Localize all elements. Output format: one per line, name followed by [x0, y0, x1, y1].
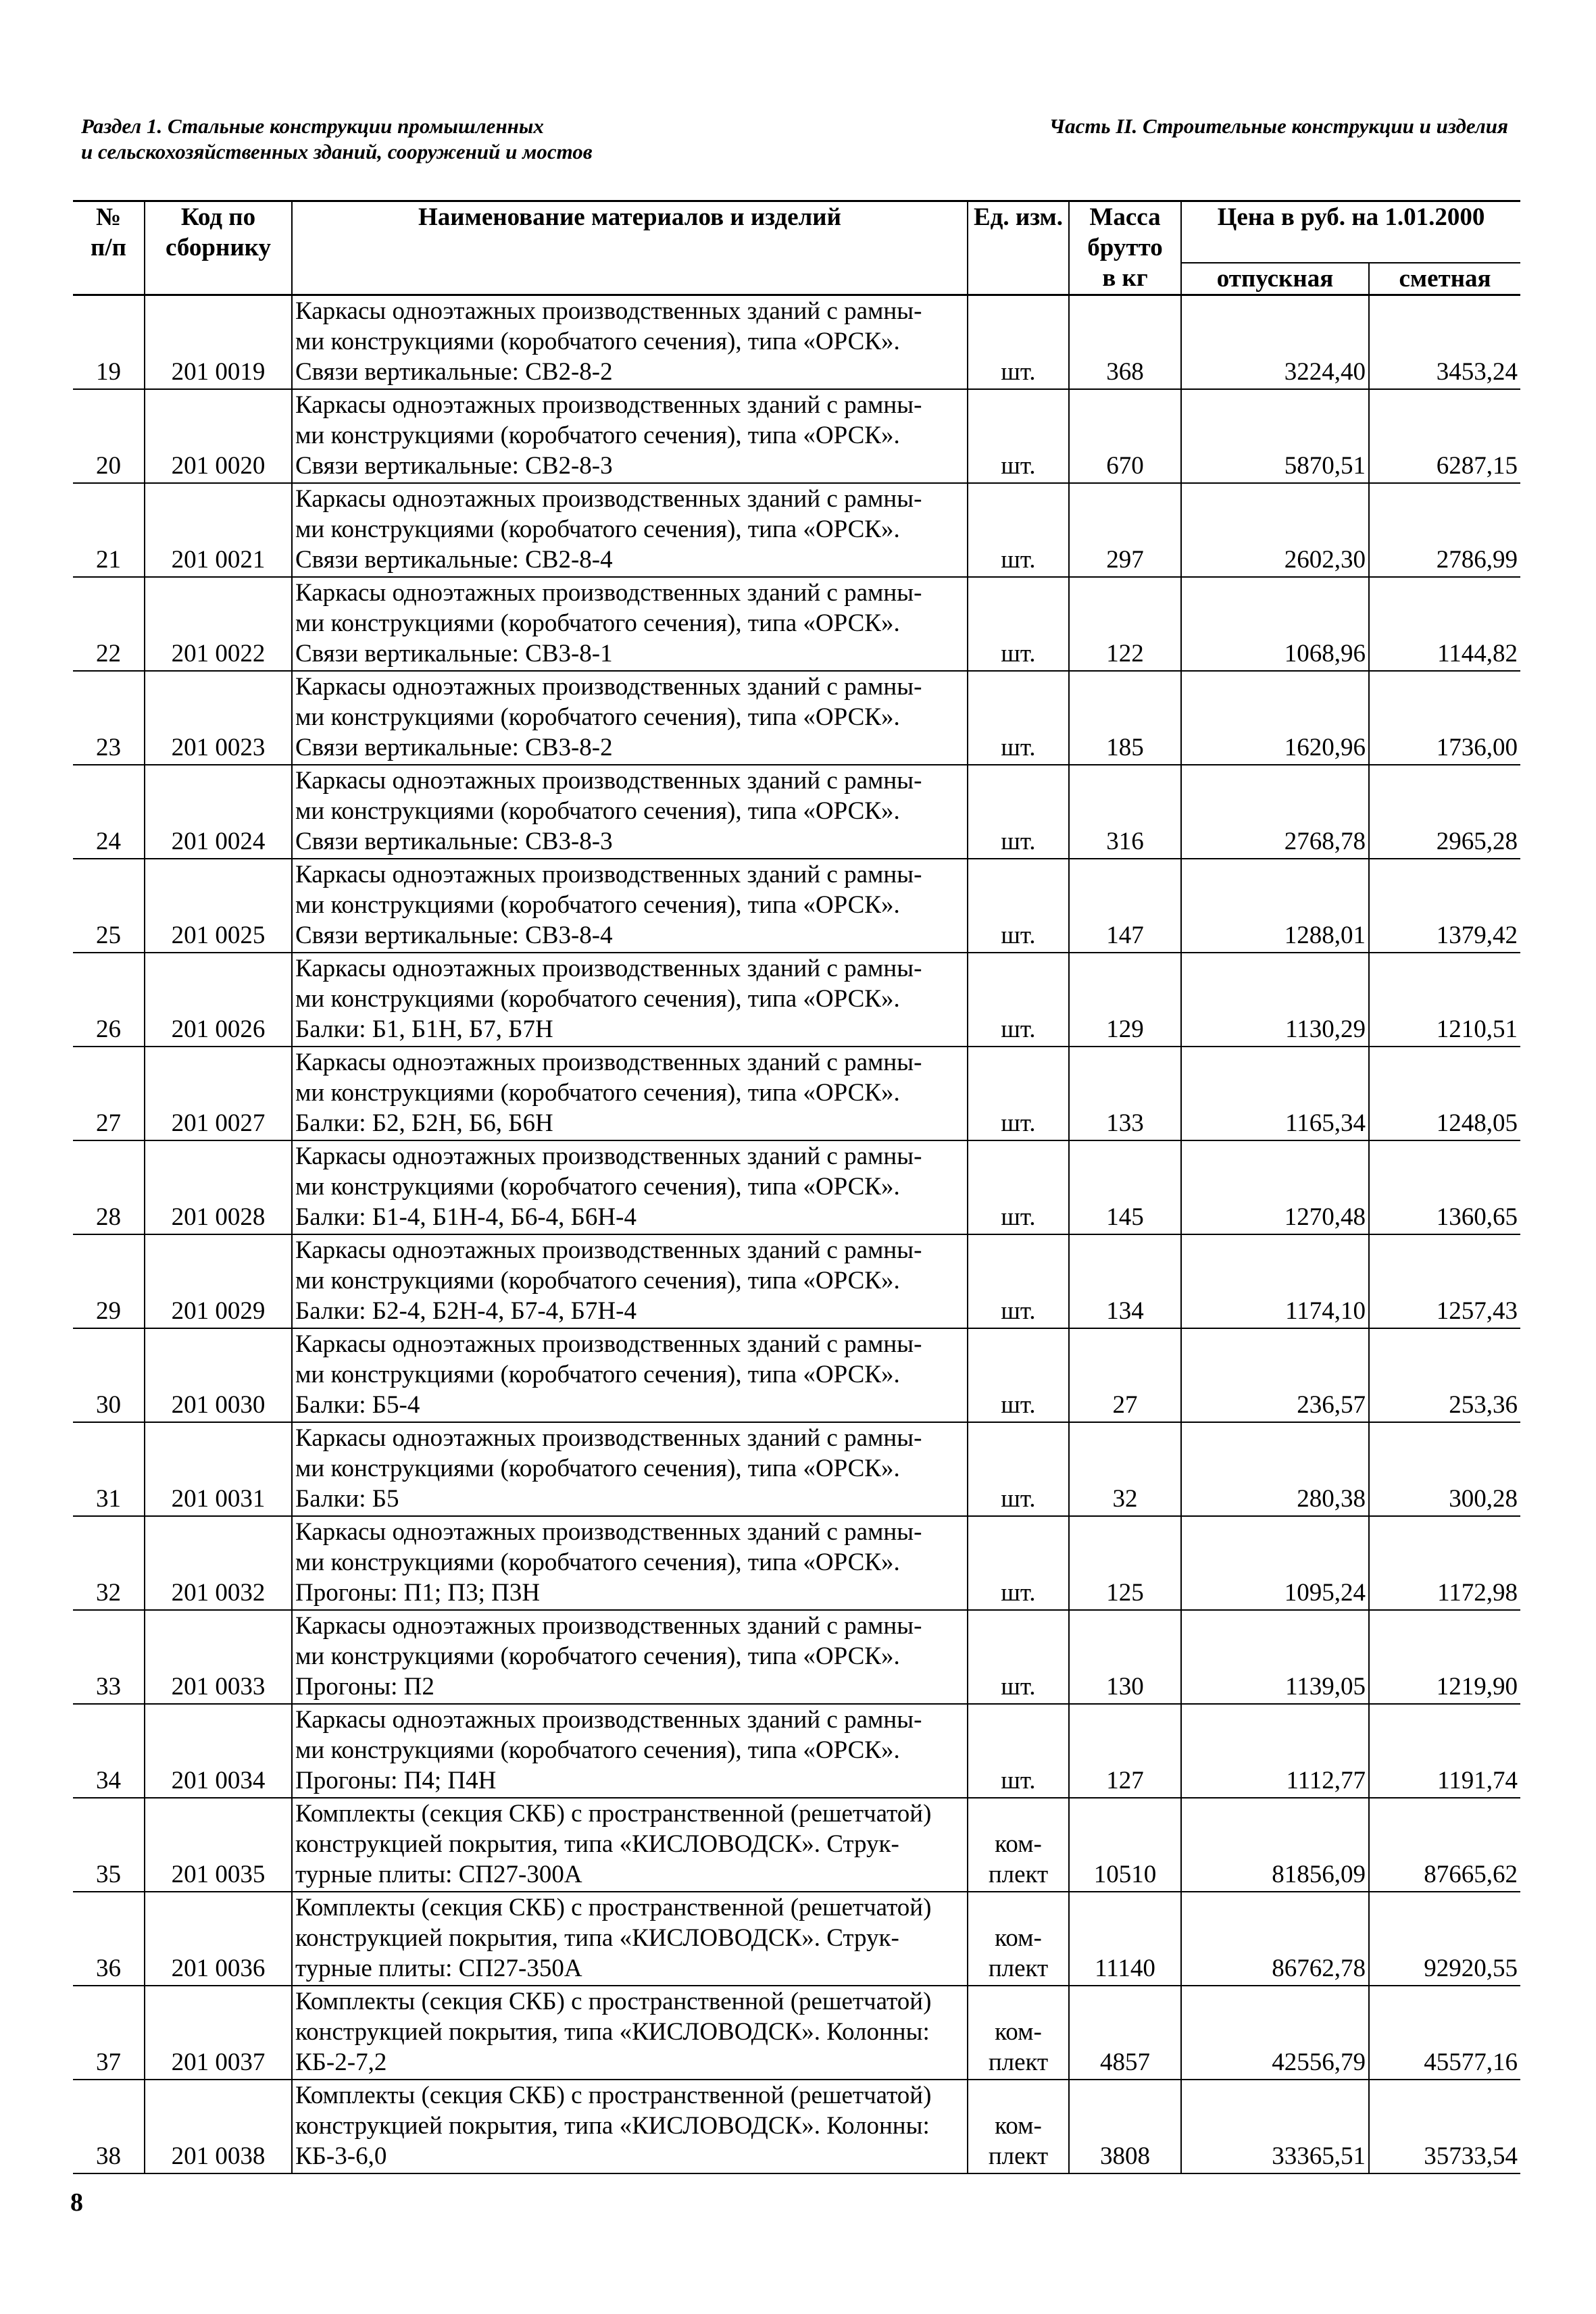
cell-name-line: Каркасы одноэтажных производственных зданий с рамны-: [295, 579, 922, 607]
cell-name-line: ми конструкциями (коробчатого сечения), типа «ОРСК».: [295, 609, 900, 637]
cell-name-line: конструкцией покрытия, типа «КИСЛОВОДСК». Струк-: [295, 1830, 899, 1858]
cell-name-line: Каркасы одноэтажных производственных зданий с рамны-: [295, 673, 922, 701]
table-row: [73, 1234, 1520, 1328]
cell-unit: [968, 483, 1069, 577]
cell-price-estimate: 1210,51: [1369, 953, 1520, 1047]
cell-code: 201 0025: [145, 859, 292, 953]
cell-price-estimate: 6287,15: [1369, 389, 1520, 483]
cell-unit-line: шт.: [1001, 1767, 1036, 1794]
price-table-header: [73, 201, 1520, 295]
cell-price-release: 2768,78: [1181, 765, 1369, 859]
cell-name-line: Балки: Б2-4, Б2Н-4, Б7-4, Б7Н-4: [295, 1297, 637, 1325]
cell-name: [292, 1422, 968, 1516]
cell-number: 38: [73, 2080, 145, 2173]
cell-name-line: Каркасы одноэтажных производственных зданий с рамны-: [295, 391, 922, 419]
cell-price-estimate: 253,36: [1369, 1328, 1520, 1422]
cell-unit-line: плект: [988, 1861, 1049, 1888]
cell-number: 31: [73, 1422, 145, 1516]
cell-price-release: 1174,10: [1181, 1234, 1369, 1328]
column-header-unit-cont: [968, 263, 1069, 295]
cell-name-line: ми конструкциями (коробчатого сечения), типа «ОРСК».: [295, 703, 900, 731]
cell-name-line: Каркасы одноэтажных производственных зданий с рамны-: [295, 297, 922, 325]
cell-number: 35: [73, 1798, 145, 1892]
cell-name: [292, 859, 968, 953]
cell-price-estimate: 1257,43: [1369, 1234, 1520, 1328]
cell-number: 20: [73, 389, 145, 483]
cell-name-line: Связи вертикальные: СВ3-8-4: [295, 922, 613, 949]
cell-unit-line: шт.: [1001, 828, 1036, 855]
table-row: [73, 1892, 1520, 1986]
cell-unit-line: шт.: [1001, 1579, 1036, 1607]
cell-mass: 316: [1069, 765, 1181, 859]
cell-code: 201 0027: [145, 1047, 292, 1140]
table-row: [73, 1986, 1520, 2080]
table-row: [73, 577, 1520, 671]
cell-code: 201 0022: [145, 577, 292, 671]
table-row: [73, 2080, 1520, 2173]
cell-mass: 3808: [1069, 2080, 1181, 2173]
cell-name-line: Каркасы одноэтажных производственных зданий с рамны-: [295, 767, 922, 795]
cell-name-line: ми конструкциями (коробчатого сечения), типа «ОРСК».: [295, 1642, 900, 1670]
cell-unit-line: ком-: [995, 1924, 1042, 1952]
cell-price-release: 1288,01: [1181, 859, 1369, 953]
cell-unit: [968, 1140, 1069, 1234]
cell-unit: [968, 1047, 1069, 1140]
cell-name-line: турные плиты: СП27-300А: [295, 1861, 582, 1888]
cell-mass: 10510: [1069, 1798, 1181, 1892]
cell-name-line: конструкцией покрытия, типа «КИСЛОВОДСК». Струк-: [295, 1924, 899, 1952]
running-header-part: Часть II. Строительные конструкции и изделия: [1049, 114, 1508, 138]
cell-name-line: Связи вертикальные: СВ2-8-4: [295, 546, 613, 574]
table-row: [73, 1422, 1520, 1516]
cell-unit-line: шт.: [1001, 452, 1036, 480]
cell-price-estimate: 1144,82: [1369, 577, 1520, 671]
cell-number: 19: [73, 295, 145, 390]
cell-mass: 4857: [1069, 1986, 1181, 2080]
cell-name-line: Каркасы одноэтажных производственных зданий с рамны-: [295, 1612, 922, 1640]
cell-unit-line: шт.: [1001, 1297, 1036, 1325]
cell-price-estimate: 1172,98: [1369, 1516, 1520, 1610]
table-row: [73, 1328, 1520, 1422]
cell-mass: 122: [1069, 577, 1181, 671]
cell-name-line: ми конструкциями (коробчатого сечения), типа «ОРСК».: [295, 1173, 900, 1201]
cell-unit: [968, 1422, 1069, 1516]
cell-number: 29: [73, 1234, 145, 1328]
table-row: [73, 1140, 1520, 1234]
cell-number: 26: [73, 953, 145, 1047]
cell-unit: [968, 1704, 1069, 1798]
cell-price-release: 81856,09: [1181, 1798, 1369, 1892]
column-header-price-group: Цена в руб. на 1.01.2000: [1181, 201, 1520, 263]
cell-price-estimate: 1736,00: [1369, 671, 1520, 765]
cell-name-line: Каркасы одноэтажных производственных зданий с рамны-: [295, 1330, 922, 1358]
cell-number: 36: [73, 1892, 145, 1986]
cell-name: [292, 671, 968, 765]
cell-name-line: ми конструкциями (коробчатого сечения), типа «ОРСК».: [295, 1361, 900, 1388]
column-header-unit: Ед. изм.: [968, 201, 1069, 263]
cell-unit: [968, 859, 1069, 953]
cell-price-release: 280,38: [1181, 1422, 1369, 1516]
column-header-code: Код по сборнику: [145, 201, 292, 263]
cell-name-line: Каркасы одноэтажных производственных зданий с рамны-: [295, 1706, 922, 1734]
cell-price-estimate: 2786,99: [1369, 483, 1520, 577]
cell-price-release: 2602,30: [1181, 483, 1369, 577]
cell-name-line: Связи вертикальные: СВ2-8-3: [295, 452, 613, 480]
cell-name: [292, 765, 968, 859]
cell-name-line: ми конструкциями (коробчатого сечения), типа «ОРСК».: [295, 422, 900, 449]
cell-name-line: Каркасы одноэтажных производственных зданий с рамны-: [295, 1424, 922, 1452]
cell-number: 23: [73, 671, 145, 765]
cell-price-release: 1095,24: [1181, 1516, 1369, 1610]
cell-unit-line: шт.: [1001, 1391, 1036, 1419]
cell-number: 21: [73, 483, 145, 577]
cell-name-line: Каркасы одноэтажных производственных зданий с рамны-: [295, 1142, 922, 1170]
cell-unit: [968, 953, 1069, 1047]
cell-name: [292, 2080, 968, 2173]
cell-mass: 368: [1069, 295, 1181, 390]
table-row: [73, 1047, 1520, 1140]
cell-code: 201 0023: [145, 671, 292, 765]
table-row: [73, 483, 1520, 577]
cell-mass: 11140: [1069, 1892, 1181, 1986]
cell-price-release: 1068,96: [1181, 577, 1369, 671]
table-row: [73, 859, 1520, 953]
cell-price-estimate: 1191,74: [1369, 1704, 1520, 1798]
cell-price-estimate: 87665,62: [1369, 1798, 1520, 1892]
cell-name-line: Связи вертикальные: СВ3-8-3: [295, 828, 613, 855]
cell-name: [292, 953, 968, 1047]
cell-price-release: 42556,79: [1181, 1986, 1369, 2080]
cell-name-line: Комплекты (секция СКБ) с пространственной (решетчатой): [295, 1800, 932, 1828]
cell-price-release: 1130,29: [1181, 953, 1369, 1047]
cell-number: 22: [73, 577, 145, 671]
cell-price-release: 1270,48: [1181, 1140, 1369, 1234]
column-header-code-cont: [145, 263, 292, 295]
cell-name: [292, 1140, 968, 1234]
cell-mass: 134: [1069, 1234, 1181, 1328]
column-header-price-estimate: сметная: [1369, 263, 1520, 295]
cell-unit: [968, 765, 1069, 859]
cell-name-line: Связи вертикальные: СВ3-8-1: [295, 640, 613, 668]
cell-mass: 185: [1069, 671, 1181, 765]
cell-code: 201 0029: [145, 1234, 292, 1328]
cell-price-release: 1165,34: [1181, 1047, 1369, 1140]
cell-mass: 127: [1069, 1704, 1181, 1798]
cell-code: 201 0026: [145, 953, 292, 1047]
cell-price-release: 3224,40: [1181, 295, 1369, 390]
table-row: [73, 1798, 1520, 1892]
cell-price-estimate: 1219,90: [1369, 1610, 1520, 1704]
cell-name-line: Связи вертикальные: СВ2-8-2: [295, 358, 613, 386]
cell-unit-line: шт.: [1001, 1015, 1036, 1043]
cell-unit: [968, 671, 1069, 765]
cell-name: [292, 1798, 968, 1892]
cell-unit: [968, 2080, 1069, 2173]
cell-code: 201 0032: [145, 1516, 292, 1610]
cell-unit-line: шт.: [1001, 1203, 1036, 1231]
cell-code: 201 0037: [145, 1986, 292, 2080]
cell-code: 201 0038: [145, 2080, 292, 2173]
cell-name-line: ми конструкциями (коробчатого сечения), типа «ОРСК».: [295, 1736, 900, 1764]
cell-mass: 125: [1069, 1516, 1181, 1610]
cell-name-line: ми конструкциями (коробчатого сечения), типа «ОРСК».: [295, 1267, 900, 1294]
cell-price-release: 1112,77: [1181, 1704, 1369, 1798]
cell-unit-line: шт.: [1001, 734, 1036, 761]
cell-unit: [968, 1328, 1069, 1422]
cell-unit-line: шт.: [1001, 358, 1036, 386]
cell-name: [292, 1704, 968, 1798]
column-header-mass: Масса брутто: [1069, 201, 1181, 263]
cell-mass: 145: [1069, 1140, 1181, 1234]
cell-unit-line: ком-: [995, 1830, 1042, 1858]
cell-mass: 133: [1069, 1047, 1181, 1140]
cell-name-line: конструкцией покрытия, типа «КИСЛОВОДСК». Колонны:: [295, 2018, 930, 2046]
cell-name-line: Комплекты (секция СКБ) с пространственной (решетчатой): [295, 1894, 932, 1921]
cell-name-line: ми конструкциями (коробчатого сечения), типа «ОРСК».: [295, 985, 900, 1013]
cell-unit-line: шт.: [1001, 1109, 1036, 1137]
cell-name-line: Балки: Б2, Б2Н, Б6, Б6Н: [295, 1109, 553, 1137]
cell-number: 30: [73, 1328, 145, 1422]
cell-unit-line: шт.: [1001, 1485, 1036, 1513]
cell-name-line: Балки: Б5: [295, 1485, 399, 1513]
cell-name-line: ми конструкциями (коробчатого сечения), типа «ОРСК».: [295, 891, 900, 919]
table-row: [73, 389, 1520, 483]
column-header-price-release: отпускная: [1181, 263, 1369, 295]
cell-name-line: Прогоны: П4; П4Н: [295, 1767, 497, 1794]
cell-mass: 129: [1069, 953, 1181, 1047]
cell-name-line: ми конструкциями (коробчатого сечения), типа «ОРСК».: [295, 515, 900, 543]
cell-mass: 670: [1069, 389, 1181, 483]
cell-name-line: Каркасы одноэтажных производственных зданий с рамны-: [295, 1236, 922, 1264]
cell-name-line: Каркасы одноэтажных производственных зданий с рамны-: [295, 485, 922, 513]
cell-number: 37: [73, 1986, 145, 2080]
cell-price-release: 86762,78: [1181, 1892, 1369, 1986]
running-header-section-line1: Раздел 1. Стальные конструкции промышленных: [81, 114, 544, 138]
cell-code: 201 0033: [145, 1610, 292, 1704]
cell-name-line: Балки: Б5-4: [295, 1391, 420, 1419]
cell-price-release: 236,57: [1181, 1328, 1369, 1422]
cell-price-estimate: 1248,05: [1369, 1047, 1520, 1140]
cell-price-estimate: 3453,24: [1369, 295, 1520, 390]
cell-price-release: 5870,51: [1181, 389, 1369, 483]
cell-unit-line: ком-: [995, 2112, 1042, 2140]
cell-name-line: КБ-3-6,0: [295, 2142, 387, 2170]
cell-unit-line: плект: [988, 2048, 1049, 2076]
cell-unit: [968, 295, 1069, 390]
cell-name: [292, 1892, 968, 1986]
cell-unit-line: ком-: [995, 2018, 1042, 2046]
cell-number: 27: [73, 1047, 145, 1140]
cell-unit: [968, 1516, 1069, 1610]
cell-name-line: Прогоны: П1; П3; П3Н: [295, 1579, 541, 1607]
cell-name: [292, 483, 968, 577]
cell-name: [292, 577, 968, 671]
cell-name-line: ми конструкциями (коробчатого сечения), типа «ОРСК».: [295, 797, 900, 825]
cell-price-release: 33365,51: [1181, 2080, 1369, 2173]
cell-name-line: ми конструкциями (коробчатого сечения), типа «ОРСК».: [295, 1079, 900, 1107]
price-table-body: [73, 295, 1520, 2174]
cell-mass: 27: [1069, 1328, 1181, 1422]
cell-price-estimate: 92920,55: [1369, 1892, 1520, 1986]
cell-name-line: Комплекты (секция СКБ) с пространственной (решетчатой): [295, 2082, 932, 2109]
table-row: [73, 1610, 1520, 1704]
cell-name-line: Каркасы одноэтажных производственных зданий с рамны-: [295, 861, 922, 888]
cell-price-estimate: 45577,16: [1369, 1986, 1520, 2080]
cell-price-estimate: 1379,42: [1369, 859, 1520, 953]
cell-code: 201 0019: [145, 295, 292, 390]
running-header-section-line2: и сельскохозяйственных зданий, сооружений и мостов: [81, 140, 593, 164]
cell-name-line: Прогоны: П2: [295, 1673, 434, 1701]
cell-name-line: Каркасы одноэтажных производственных зданий с рамны-: [295, 1518, 922, 1546]
table-row: [73, 1704, 1520, 1798]
cell-mass: 130: [1069, 1610, 1181, 1704]
cell-name: [292, 295, 968, 390]
cell-price-estimate: 1360,65: [1369, 1140, 1520, 1234]
cell-price-release: 1620,96: [1181, 671, 1369, 765]
table-row: [73, 295, 1520, 390]
cell-price-release: 1139,05: [1181, 1610, 1369, 1704]
cell-code: 201 0035: [145, 1798, 292, 1892]
cell-name-line: ми конструкциями (коробчатого сечения), типа «ОРСК».: [295, 328, 900, 355]
cell-name-line: конструкцией покрытия, типа «КИСЛОВОДСК». Колонны:: [295, 2112, 930, 2140]
table-row: [73, 1516, 1520, 1610]
cell-price-estimate: 300,28: [1369, 1422, 1520, 1516]
cell-unit-line: шт.: [1001, 546, 1036, 574]
cell-code: 201 0031: [145, 1422, 292, 1516]
cell-name: [292, 1047, 968, 1140]
cell-unit-line: шт.: [1001, 640, 1036, 668]
column-header-mass-unit: в кг: [1069, 263, 1181, 295]
page-number: 8: [70, 2188, 83, 2217]
cell-number: 32: [73, 1516, 145, 1610]
table-row: [73, 671, 1520, 765]
cell-name-line: ми конструкциями (коробчатого сечения), типа «ОРСК».: [295, 1455, 900, 1482]
cell-unit-line: шт.: [1001, 1673, 1036, 1701]
cell-mass: 147: [1069, 859, 1181, 953]
cell-price-estimate: 2965,28: [1369, 765, 1520, 859]
cell-name: [292, 1610, 968, 1704]
cell-unit: [968, 1986, 1069, 2080]
column-header-number: № п/п: [73, 201, 145, 263]
cell-name-line: Связи вертикальные: СВ3-8-2: [295, 734, 613, 761]
cell-name-line: Комплекты (секция СКБ) с пространственной (решетчатой): [295, 1988, 932, 2015]
cell-name-line: Балки: Б1, Б1Н, Б7, Б7Н: [295, 1015, 553, 1043]
cell-name-line: ми конструкциями (коробчатого сечения), типа «ОРСК».: [295, 1549, 900, 1576]
cell-unit: [968, 389, 1069, 483]
cell-number: 33: [73, 1610, 145, 1704]
cell-number: 28: [73, 1140, 145, 1234]
cell-number: 25: [73, 859, 145, 953]
cell-unit-line: плект: [988, 1955, 1049, 1982]
column-header-name-cont: [292, 263, 968, 295]
cell-code: 201 0030: [145, 1328, 292, 1422]
cell-number: 24: [73, 765, 145, 859]
cell-unit: [968, 1892, 1069, 1986]
cell-name: [292, 389, 968, 483]
cell-name-line: турные плиты: СП27-350А: [295, 1955, 582, 1982]
table-row: [73, 765, 1520, 859]
cell-name-line: КБ-2-7,2: [295, 2048, 387, 2076]
cell-unit-line: шт.: [1001, 922, 1036, 949]
price-table: [73, 200, 1520, 2174]
cell-price-estimate: 35733,54: [1369, 2080, 1520, 2173]
cell-code: 201 0028: [145, 1140, 292, 1234]
cell-name: [292, 1328, 968, 1422]
cell-unit-line: плект: [988, 2142, 1049, 2170]
cell-unit: [968, 1610, 1069, 1704]
cell-unit: [968, 577, 1069, 671]
cell-number: 34: [73, 1704, 145, 1798]
column-header-number-cont: [73, 263, 145, 295]
cell-code: 201 0034: [145, 1704, 292, 1798]
cell-code: 201 0020: [145, 389, 292, 483]
cell-name-line: Каркасы одноэтажных производственных зданий с рамны-: [295, 1049, 922, 1076]
cell-name: [292, 1234, 968, 1328]
cell-name: [292, 1986, 968, 2080]
cell-mass: 32: [1069, 1422, 1181, 1516]
cell-unit: [968, 1798, 1069, 1892]
cell-unit: [968, 1234, 1069, 1328]
running-header-section: [81, 114, 593, 165]
column-header-name: Наименование материалов и изделий: [292, 201, 968, 263]
cell-code: 201 0036: [145, 1892, 292, 1986]
cell-name-line: Каркасы одноэтажных производственных зданий с рамны-: [295, 955, 922, 982]
cell-code: 201 0021: [145, 483, 292, 577]
cell-name-line: Балки: Б1-4, Б1Н-4, Б6-4, Б6Н-4: [295, 1203, 637, 1231]
table-row: [73, 953, 1520, 1047]
cell-code: 201 0024: [145, 765, 292, 859]
cell-mass: 297: [1069, 483, 1181, 577]
cell-name: [292, 1516, 968, 1610]
